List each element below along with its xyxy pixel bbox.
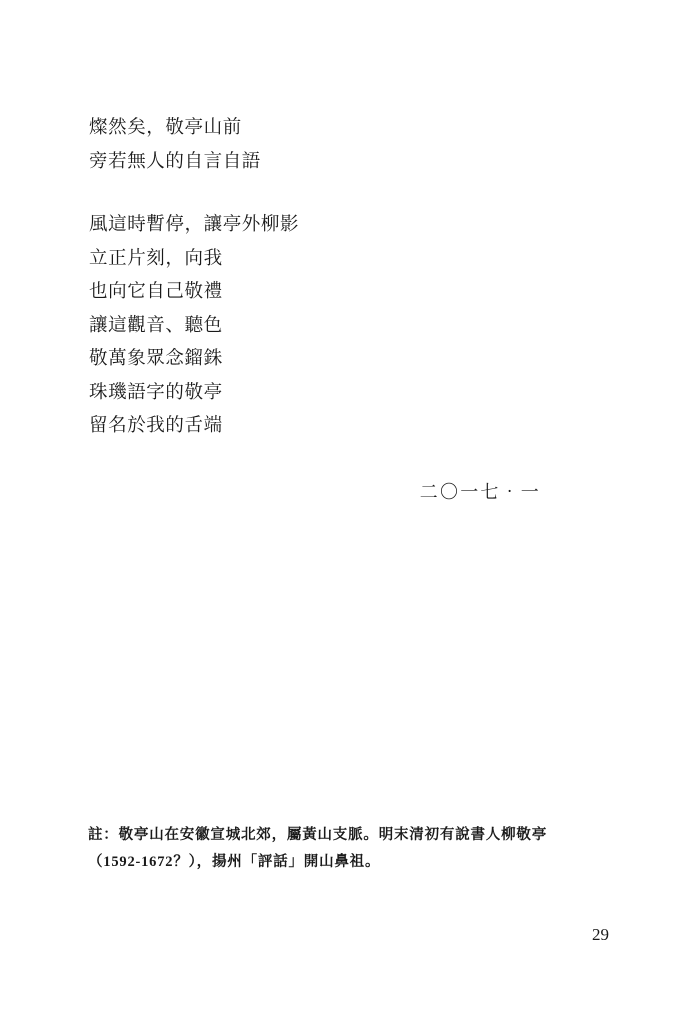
poem-line: 立正片刻，向我	[89, 248, 223, 269]
poem-line: 讓這觀音、聽色	[89, 315, 223, 336]
poem-line: 燦然矣，敬亭山前	[89, 118, 242, 138]
footnote	[88, 822, 616, 876]
poem-stanza	[89, 209, 609, 444]
poem-line: 敬萬象眾念鎦銖	[89, 349, 223, 369]
poem-date: 二〇一七‧一	[419, 482, 541, 502]
poem-line: 旁若無人的自言自語	[89, 151, 261, 172]
poem-stanza	[89, 112, 609, 179]
poem-body	[89, 112, 609, 444]
footnote-line: （1592-1672？），揚州「評話」開山鼻祖。	[88, 854, 381, 870]
footnote-line: 註：敬亭山在安徽宣城北郊，屬黃山支脈。明末清初有說書人柳敬亭	[88, 827, 547, 843]
poem-line: 也向它自己敬禮	[89, 282, 223, 302]
poem-line: 珠璣語字的敬亭	[89, 382, 223, 403]
poem-line: 風這時暫停，讓亭外柳影	[89, 215, 300, 235]
page-number: 29	[592, 925, 609, 944]
poem-line: 留名於我的舌端	[89, 416, 223, 436]
